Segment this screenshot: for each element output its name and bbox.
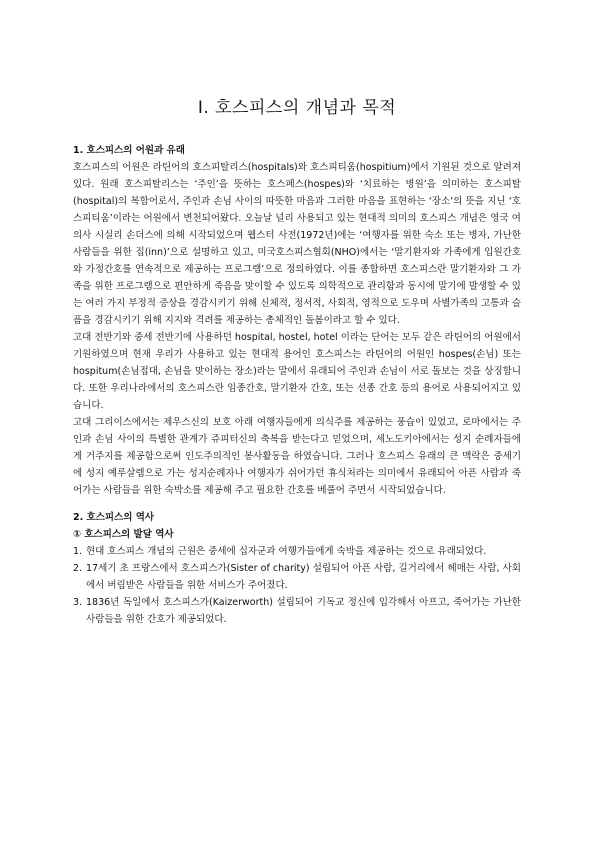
section-heading-etymology: 1. 호스피스의 어원과 유래: [73, 145, 185, 156]
list-item-text: 17세기 초 프랑스에서 호스피스가(Sister of charity) 설립되어 아픈 사람, 길거리에서 헤매는 사람, 사회에서 버림받은 사람들을 위한 서비스가 주어졌다.: [86, 563, 521, 591]
paragraph: 고대 전반기와 중세 전반기에 사용하던 hospital, hostel, hotel 이라는 단어는 모두 같은 라틴어의 어원에서 기원하였으며 현재 우리가 사용하고 있는 현대적 용어인 호스피스는 라틴어의 어원인 hospes(손님) 또는 hospitum(손님접대, 손님을 맞이하는 장소)라는 말에서 유래되어 주인과 손님이 서로 돌보는 것을 상징합니다. 또한 우리나라에서의 호스피스란 임종간호, 말기환자 간호, 또는 선종 간호 등의 용어로 사용되어지고 있습니다.: [73, 332, 521, 411]
paragraph: 고대 그리이스에서는 제우스신의 보호 아래 여행자들에게 의식주를 제공하는 풍습이 있었고, 로마에서는 주인과 손님 사이의 특별한 관계가 쥬피터신의 축복을 받는다고 믿었으며, 세노도키아에서는 성지 순례자들에게 거주지를 제공함으로써 인도주의적인 봉사활동을 하였습니다. 그러나 호스피스 유래의 큰 맥락은 중세기에 성지 예루살렘으로 가는 성지순례자나 여행자가 쉬어가던 휴식처라는 의미에서 유래되어 아픈 사람과 죽어가는 사람들을 위한 숙박소를 제공해 주고 필요한 간호를 베풀어 주면서 시작되었습니다.: [73, 417, 521, 496]
paragraph: 호스피스의 어원은 라틴어의 호스피탈리스(hospitals)와 호스피티움(hospitium)에서 기원된 것으로 알려져 있다. 원래 호스피탈리스는 ‘주인’을 뜻하는 호스페스(hospes)와 ‘치료하는 병원’을 의미하는 호스피탈(hospital)의 복합어로서, 주인과 손님 사이의 따뜻한 마음과 그러한 마음을 표현하는 ‘장소’의 뜻을 지닌 ‘호스피티움’이라는 어원에서 변천되어왔다. 오늘날 널리 사용되고 있는 현대적 의미의 호스피스 개념은 영국 여의사 시실리 손더스에 의해 시작되었으며 웹스터 사전(1972년)에는 ‘여행자를 위한 숙소 또는 병자, 가난한 사람들을 위한 집(inn)’으로 설명하고 있고, 미국호스피스협회(NHO)에서는 ‘말기환자와 가족에게 입원간호와 가정간호를 연속적으로 제공하는 프로그램’으로 정의하였다. 이를 종합하면 호스피스란 말기환자와 그 가족을 위한 프로그램으로 편안하게 죽음을 맞이할 수 있도록 의학적으로 관리함과 동시에 말기에 발생할 수 있는 여러 가지 부정적 증상을 경감시키기 위해 신체적, 정서적, 사회적, 영적으로 도우며 사별가족의 고통과 슬픔을 경감시키기 위해 지지와 격려를 제공하는 총체적인 돌봄이라고 할 수 있다.: [73, 162, 521, 326]
section-etymology: [73, 142, 521, 499]
list-item-number: 3.: [73, 597, 83, 608]
subsection-heading: ① 호스피스의 발달 역사: [73, 529, 174, 540]
list-item-text: 현대 호스피스 개념의 근원은 중세에 십자군과 여행가들에게 숙박을 제공하는 것으로 유래되었다.: [86, 546, 487, 557]
section-heading-history: 2. 호스피스의 역사: [73, 512, 155, 523]
history-list: [73, 543, 521, 628]
list-item-number: 1.: [73, 546, 83, 557]
list-item: [73, 594, 521, 628]
section-history: [73, 509, 521, 628]
list-item: [73, 543, 521, 560]
list-item-number: 2.: [73, 563, 83, 574]
list-item-text: 1836년 독일에서 호스피스가(Kaizerworth) 설립되어 기독교 정신에 입각해서 아프고, 죽어가는 가난한 사람들을 위한 간호가 제공되었다.: [86, 597, 521, 625]
document-title: Ⅰ. 호스피스의 개념과 목적: [197, 98, 397, 118]
list-item: [73, 560, 521, 594]
